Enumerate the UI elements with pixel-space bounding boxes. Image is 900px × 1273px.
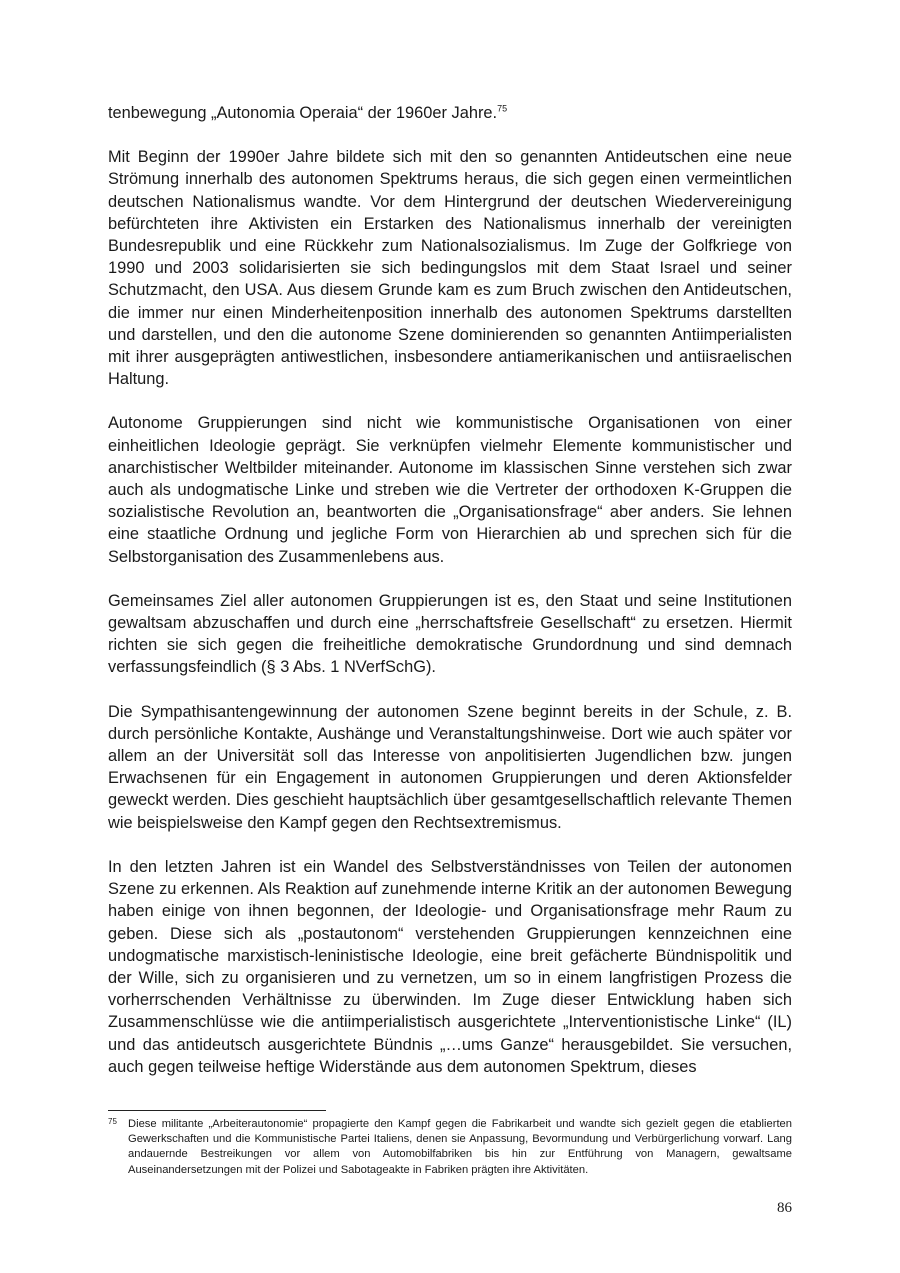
footnote-text: Diese militante „Arbeiterautonomie“ propagierte den Kampf gegen die Fabrikarbeit und wandte sich gezielt gegen die etablierten Gewerkschaften und die Kommunistische Partei Italiens, denen sie Anpassung, Bevormundung und Verbürgerlichung vorwarf. Lang andauernde Bestreikungen vor allem von Automobilfabriken bis hin zur Entführung von Managern, gewaltsame Auseinandersetzungen mit der Polizei und Sabotageakte in Fabriken prägten ihre Aktivitäten. — [128, 1118, 792, 1176]
page-number: 86 — [777, 1200, 792, 1216]
paragraph-sympathisanten: Die Sympathisantengewinnung der autonomen Szene beginnt bereits in der Schule, z. B. durch persönliche Kontakte, Aushänge und Veranstaltungshinweise. Dort wie auch später vor allem an der Universität soll das Interesse von anpolitisierten Jugendlichen bzw. jungen Erwachsenen für ein Engagement in autonomen Gruppierungen und deren Aktionsfelder geweckt werden. Dies geschieht hauptsächlich über gesamtgesellschaftlich relevante Themen wie beispielsweise den Kampf gegen den Rechtsextremismus. — [108, 702, 792, 832]
paragraph-antideutsche: Mit Beginn der 1990er Jahre bildete sich mit den so genannten Antideutschen eine neue Strömung innerhalb des autonomen Spektrums heraus, die sich gegen einen vermeintlichen deutschen Nationalismus wandte. Vor dem Hintergrund der deutschen Wiedervereinigung befürchteten ihre Aktivisten ein Erstarken des Nationalismus innerhalb der vereinigten Bundesrepublik und eine Rückkehr zum Nationalsozialismus. Im Zuge der Golfkriege von 1990 und 2003 solidarisierten sie sich bedingungslos mit dem Staat Israel und seiner Schutzmacht, den USA. Aus diesem Grunde kam es zum Bruch zwischen den Antideutschen, die immer nur einen Minderheitenposition innerhalb des autonomen Spektrums darstellten und darstellen, und den die autonome Szene dominierenden so genannten Antiimperialisten mit ihrer ausgeprägten antiwestlichen, insbesondere antiamerikanischen und antiisraelischen Haltung. — [108, 148, 792, 389]
continued-line-text: tenbewegung „Autonomia Operaia“ der 1960er Jahre. — [108, 104, 498, 122]
footnote — [108, 1117, 792, 1178]
body-text — [108, 102, 792, 1100]
footnote-number: 75 — [108, 1117, 117, 1126]
footnote-reference[interactable]: 75 — [497, 103, 508, 114]
paragraph-wandel: In den letzten Jahren ist ein Wandel des Selbstverständnisses von Teilen der autonomen Szene zu erkennen. Als Reaktion auf zunehmende interne Kritik an der autonomen Bewegung haben einige von ihnen begonnen, der Ideologie- und Organisationsfrage mehr Raum zu geben. Diese sich als „postautonom“ verstehenden Gruppierungen kennzeichnen eine undogmatische marxistisch-leninistische Ideologie, eine breit gefächerte Bündnispolitik und der Wille, sich zu organisieren und zu vernetzen, um so in einem langfristigen Prozess die vorherrschenden Verhältnisse zu überwinden. Im Zuge dieser Entwicklung haben sich Zusammenschlüsse wie die antiimperialistisch ausgerichtete „Interventionistische Linke“ (IL) und das antideutsch ausgerichtete Bündnis „…ums Ganze“ herausgebildet. Sie versuchen, auch gegen teilweise heftige Widerstände aus dem autonomen Spektrum, dieses — [108, 857, 792, 1076]
paragraph-ideologie: Autonome Gruppierungen sind nicht wie kommunistische Organisationen von einer einheitlichen Ideologie geprägt. Sie verknüpfen vielmehr Elemente kommunistischer und anarchistischer Weltbilder miteinander. Autonome im klassischen Sinne verstehen sich zwar auch als undogmatische Linke und streben wie die Vertreter der orthodoxen K-Gruppen die sozialistische Revolution an, beantworten die „Organisationsfrage“ aber anders. Sie lehnen eine staatliche Ordnung und jegliche Form von Hierarchien ab und sprechen sich für die Selbstorganisation des Zusammenlebens aus. — [108, 414, 792, 566]
paragraph-ziel: Gemeinsames Ziel aller autonomen Gruppierungen ist es, den Staat und seine Institutionen gewaltsam abzuschaffen und durch eine „herrschaftsfreie Gesellschaft“ zu ersetzen. Hiermit richten sie sich gegen die freiheitliche demokratische Grundordnung und sind demnach verfassungsfeindlich (§ 3 Abs. 1 NVerfSchG). — [108, 591, 792, 677]
continued-line — [108, 102, 792, 124]
footnote-separator — [108, 1110, 326, 1111]
